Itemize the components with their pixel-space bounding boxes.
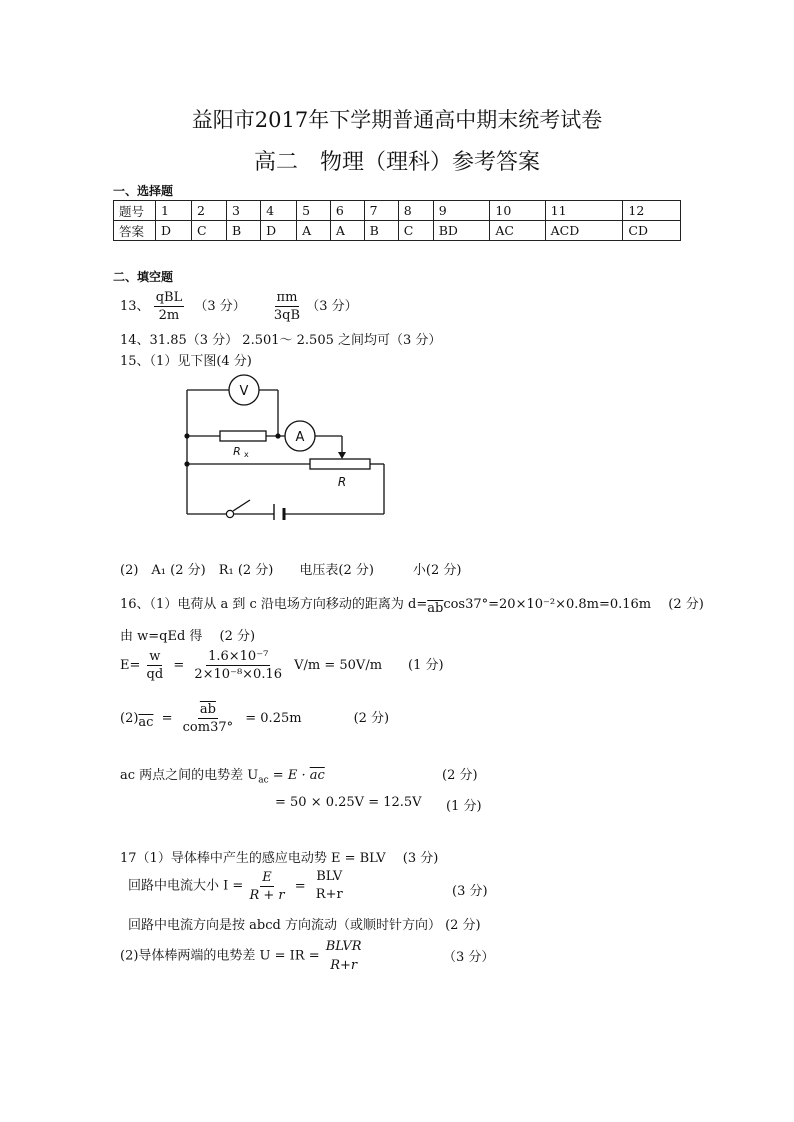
table-cell: ACD — [545, 221, 623, 241]
table-cell: C — [192, 221, 227, 241]
table-cell: B — [364, 221, 398, 241]
fraction-numerator: $\overline{ab}$ — [199, 702, 216, 717]
q15-line-1: 15、（1）见下图(4 分) — [120, 354, 252, 369]
q16-text: 16、（1）电荷从 a 到 c 沿电场方向移动的距离为 d= — [120, 597, 428, 612]
fraction-numerator: qBL — [155, 290, 183, 305]
equals-sign: = — [294, 878, 306, 894]
table-answer-label: 答案 — [114, 221, 156, 241]
fraction-numerator: πm — [276, 290, 298, 305]
fraction-denominator: com37° — [182, 720, 234, 735]
table-cell: 9 — [433, 201, 490, 221]
fraction-numerator: w — [149, 649, 161, 664]
q15-line-2: (2) A₁ (2 分) R₁ (2 分) 电压表(2 分) 小(2 分) — [120, 563, 462, 578]
table-cell: 7 — [364, 201, 398, 221]
fraction-numerator: BLVR — [325, 939, 362, 954]
q17-line-3: 回路中电流方向是按 abcd 方向流动（或顺时针方向） (2 分) — [128, 918, 481, 933]
q16-line-1 — [120, 593, 704, 616]
q16-line-3 — [120, 648, 444, 683]
table-cell: 12 — [623, 201, 681, 221]
equals-sign: = — [173, 658, 185, 673]
q16-text: ac 两点之间的电势差 U — [120, 768, 259, 783]
table-cell: C — [398, 221, 433, 241]
circuit-diagram — [170, 370, 400, 520]
vector-ab: $\overline{ab}$ — [427, 601, 444, 616]
q16-fraction-ab-cos — [181, 701, 235, 736]
q16-text: cos37°=20×10⁻²×0.8m=0.16m (2 分) — [443, 597, 704, 612]
rheostat-label: R — [337, 475, 347, 489]
q13-score-1: （3 分） — [194, 299, 246, 314]
q16-line-2: 由 w=qEd 得 (2 分) — [120, 629, 256, 644]
q13-prefix: 13、 — [120, 299, 150, 314]
q16-line-6: = 50 × 0.25V = 12.5V — [275, 795, 422, 810]
fraction-denominator: R + r — [249, 887, 285, 903]
resistor-rx — [220, 431, 266, 441]
table-cell: A — [297, 221, 331, 241]
table-header-label: 题号 — [114, 201, 156, 221]
table-cell: 4 — [261, 201, 297, 221]
q17-fraction-blv — [314, 868, 345, 904]
q13-fraction-1 — [154, 289, 185, 324]
q14-line: 14、31.85（3 分） 2.501～ 2.505 之间均可（3 分） — [120, 333, 442, 348]
junction-dot — [275, 433, 280, 438]
q13-line — [120, 289, 358, 324]
fraction-numerator: BLV — [316, 869, 343, 884]
q17-score-4: （3 分） — [443, 950, 495, 965]
q16-fraction-w-qd — [145, 648, 166, 683]
equals-sign: = — [161, 711, 173, 726]
rheostat-resistor — [310, 459, 370, 469]
junction-dot — [184, 433, 189, 438]
table-cell: 6 — [330, 201, 364, 221]
q16-text: (2) — [120, 711, 139, 726]
switch-contact — [226, 510, 233, 517]
q17-line-1: 17（1）导体棒中产生的感应电动势 E = BLV (3 分) — [120, 851, 439, 866]
voltmeter-label: V — [239, 384, 249, 399]
junction-dot — [184, 461, 189, 466]
q16-text: V/m = 50V/m (1 分) — [294, 658, 444, 673]
rheostat-slider-arrow — [338, 452, 346, 459]
q17-score-2: (3 分) — [452, 884, 488, 899]
resistor-rx-subscript: x — [244, 450, 249, 459]
fraction-denominator: 3qB — [273, 308, 301, 323]
section-heading-fill: 二、填空题 — [113, 270, 174, 284]
table-cell: 11 — [545, 201, 623, 221]
page-title: 益阳市2017年下学期普通高中期末统考试卷 — [191, 108, 603, 132]
q17-text: (2)导体棒两端的电势差 U = IR = — [120, 948, 320, 964]
fraction-denominator: R+r — [330, 958, 358, 973]
subscript-ac: ac — [258, 775, 269, 786]
q16-score-6: (1 分) — [446, 799, 482, 814]
table-cell: CD — [623, 221, 681, 241]
fraction-denominator: qd — [146, 667, 164, 682]
section-heading-choice: 一、选择题 — [113, 184, 174, 198]
q17-text: 回路中电流大小 I = — [128, 878, 244, 894]
table-cell: B — [227, 221, 261, 241]
q16-text: = E · — [268, 768, 310, 783]
table-row-numbers — [114, 201, 681, 221]
fraction-denominator: 2m — [158, 308, 180, 323]
q17-line-2 — [128, 868, 345, 904]
fraction-denominator: R+r — [315, 887, 343, 902]
vector-ac: $\overline{ac}$ — [138, 715, 154, 730]
q13-fraction-2 — [272, 289, 302, 324]
q16-fraction-values — [192, 648, 284, 683]
q16-text: E= — [120, 658, 141, 673]
q16-line-5 — [120, 764, 325, 786]
table-cell: 3 — [227, 201, 261, 221]
table-cell: 8 — [398, 201, 433, 221]
vector-ac: $\overline{ac}$ — [309, 768, 325, 783]
fraction-denominator: 2×10⁻⁸×0.16 — [194, 667, 282, 682]
q16-text: = 0.25m (2 分) — [245, 711, 390, 726]
fraction-numerator: 1.6×10⁻⁷ — [208, 649, 269, 664]
table-cell: BD — [433, 221, 490, 241]
q17-fraction-blvr — [324, 937, 364, 975]
q13-score-2: （3 分） — [306, 299, 358, 314]
choice-answer-table — [113, 200, 681, 241]
table-cell: A — [330, 221, 364, 241]
table-cell: 10 — [490, 201, 545, 221]
ammeter-label: A — [295, 430, 305, 445]
table-cell: 2 — [192, 201, 227, 221]
q16-line-4 — [120, 701, 389, 736]
fraction-numerator: E — [262, 869, 272, 885]
resistor-rx-label: R — [233, 445, 241, 458]
q17-fraction-e-rr — [247, 869, 286, 904]
page-subtitle: 高二 物理（理科）参考答案 — [253, 150, 540, 175]
table-cell: AC — [490, 221, 545, 241]
table-row-answers — [114, 221, 681, 241]
table-cell: D — [261, 221, 297, 241]
table-cell: 1 — [156, 201, 192, 221]
table-cell: 5 — [297, 201, 331, 221]
q16-score-5: (2 分) — [442, 768, 478, 783]
q17-line-4 — [120, 937, 364, 975]
table-cell: D — [156, 221, 192, 241]
